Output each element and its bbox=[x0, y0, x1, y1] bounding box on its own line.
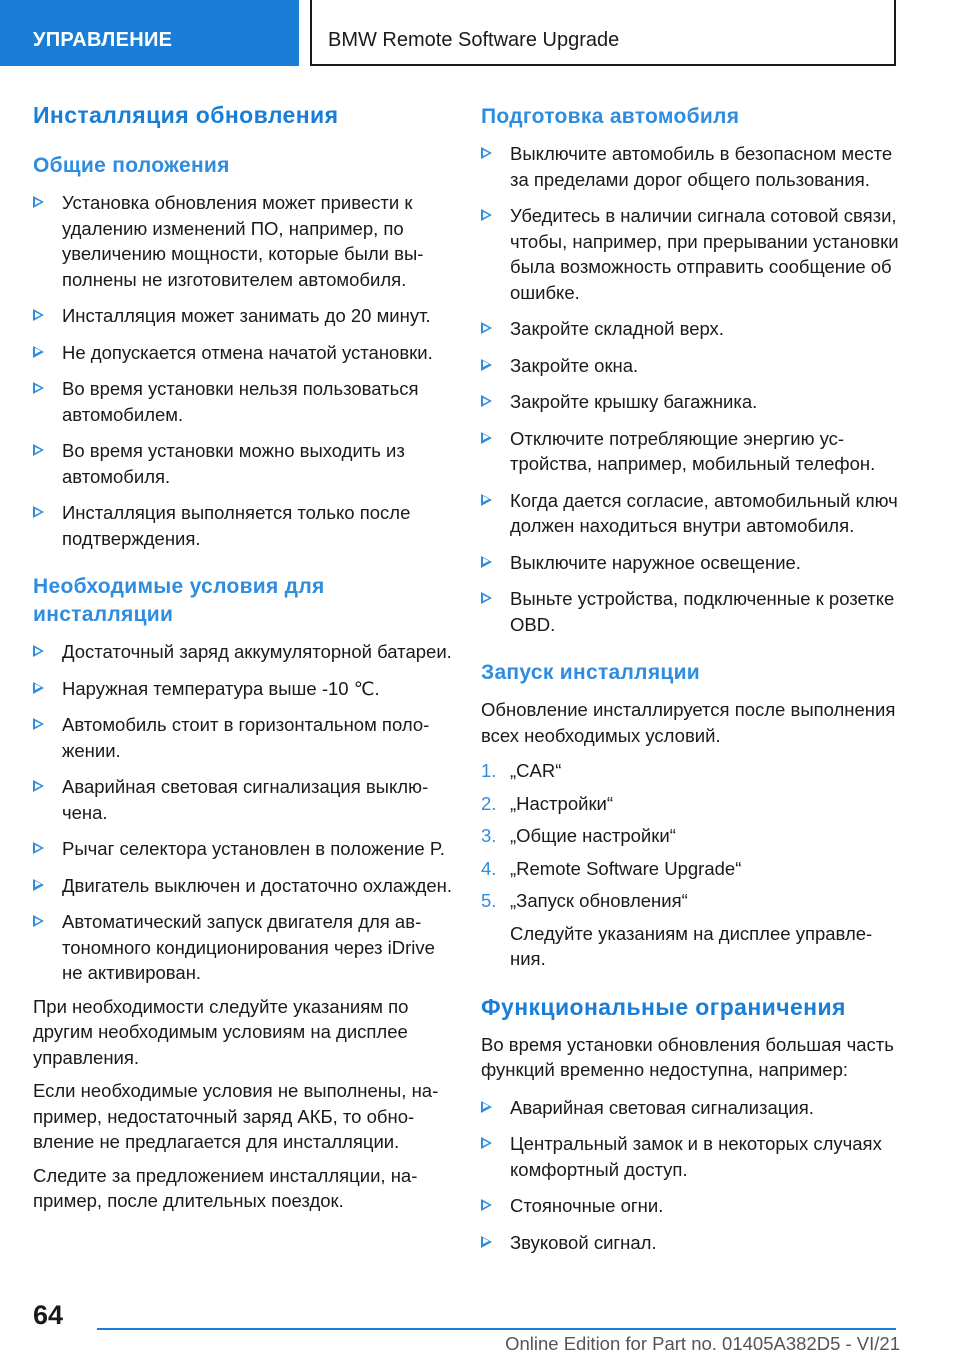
list-item: Двигатель выключен и достаточно охлажден. bbox=[33, 873, 453, 899]
list-item: Инсталляция может занимать до 20 минут. bbox=[33, 303, 453, 329]
triangle-bullet-icon bbox=[481, 1101, 492, 1113]
list-item: Выключите наружное освещение. bbox=[481, 550, 901, 576]
document-title: BMW Remote Software Upgrade bbox=[310, 0, 896, 66]
list-item: Центральный замок и в некоторых случаях комфортный доступ. bbox=[481, 1131, 901, 1182]
list-item: Автоматический запуск двигателя для автономного кондиционирования через iDrive не активирован. bbox=[33, 909, 453, 986]
list-item: Выключите автомобиль в безопасном месте за пределами дорог общего пользования. bbox=[481, 141, 901, 192]
list-item: Звуковой сигнал. bbox=[481, 1230, 901, 1256]
paragraph: Если необходимые условия не выполнены, например, недостаточный заряд АКБ, то обновление не предлагается для инсталляции. bbox=[33, 1080, 439, 1152]
step-item: 1. „CAR“ bbox=[481, 758, 901, 784]
step-item: 3. „Общие настройки“ bbox=[481, 823, 901, 849]
triangle-bullet-icon bbox=[481, 1137, 492, 1149]
step-note: Следуйте указаниям на дисплее управления. bbox=[510, 922, 873, 969]
triangle-bullet-icon bbox=[33, 842, 44, 854]
list-item: Закройте окна. bbox=[481, 353, 901, 379]
step-number: 3. bbox=[481, 825, 497, 846]
steps-list bbox=[481, 758, 901, 914]
triangle-bullet-icon bbox=[33, 346, 44, 358]
list-item: Стояночные огни. bbox=[481, 1193, 901, 1219]
footer-divider bbox=[97, 1328, 896, 1330]
triangle-bullet-icon bbox=[481, 359, 492, 371]
page-header bbox=[0, 0, 960, 66]
triangle-bullet-icon bbox=[33, 718, 44, 730]
list-item: Автомобиль стоит в горизонтальном положении. bbox=[33, 712, 453, 763]
triangle-bullet-icon bbox=[481, 1236, 492, 1248]
triangle-bullet-icon bbox=[481, 1199, 492, 1211]
list-item: Не допускается отмена начатой установки. bbox=[33, 340, 453, 366]
list-item: Рычаг селектора установлен в положение P. bbox=[33, 836, 453, 862]
triangle-bullet-icon bbox=[33, 780, 44, 792]
page-number: 64 bbox=[33, 1300, 64, 1330]
list-item: Убедитесь в наличии сигнала сотовой связи, чтобы, например, при прерывании установки была возможность отправить сообщение об ошибке. bbox=[481, 203, 901, 305]
step-item: 4. „Remote Software Upgrade“ bbox=[481, 856, 901, 882]
section-heading-conditions: Необходимые условия для инсталляции bbox=[33, 575, 325, 626]
paragraph: Следите за предложением инсталляции, например, после длительных поездок. bbox=[33, 1164, 418, 1211]
list-item: Инсталляция выполняется только после подтверждения. bbox=[33, 500, 453, 551]
triangle-bullet-icon bbox=[481, 432, 492, 444]
triangle-bullet-icon bbox=[33, 309, 44, 321]
triangle-bullet-icon bbox=[481, 592, 492, 604]
triangle-bullet-icon bbox=[33, 382, 44, 394]
triangle-bullet-icon bbox=[33, 506, 44, 518]
left-column bbox=[33, 100, 453, 1222]
chapter-tab: УПРАВЛЕНИЕ bbox=[0, 0, 299, 66]
list-item: Аварийная световая сигнализация. bbox=[481, 1095, 901, 1121]
list-item: Выньте устройства, подключенные к розетке OBD. bbox=[481, 586, 901, 637]
page-title: Инсталляция обновления bbox=[33, 102, 339, 128]
triangle-bullet-icon bbox=[481, 209, 492, 221]
edition-footer: Online Edition for Part no. 01405A382D5 - VI/21 bbox=[505, 1333, 900, 1354]
limits-list bbox=[481, 1095, 901, 1256]
triangle-bullet-icon bbox=[33, 682, 44, 694]
step-number: 2. bbox=[481, 792, 497, 814]
list-item: Достаточный заряд аккумуляторной батареи. bbox=[33, 639, 453, 665]
list-item: Отключите потребляющие энергию устройства, например, мобильный телефон. bbox=[481, 426, 901, 477]
triangle-bullet-icon bbox=[33, 879, 44, 891]
prep-list bbox=[481, 141, 901, 637]
triangle-bullet-icon bbox=[33, 915, 44, 927]
triangle-bullet-icon bbox=[481, 322, 492, 334]
list-item: Аварийная световая сигнализация выключена. bbox=[33, 774, 453, 825]
section-heading-limits: Функциональные ограничения bbox=[481, 993, 846, 1020]
list-item: Во время установки можно выходить из автомобиля. bbox=[33, 438, 453, 489]
right-column bbox=[481, 100, 901, 1266]
list-item: Установка обновления может привести к удалению изменений ПО, например, по увеличению мощности, которые были выполнены не изготовителем автомобиля. bbox=[33, 190, 453, 292]
triangle-bullet-icon bbox=[481, 494, 492, 506]
triangle-bullet-icon bbox=[481, 147, 492, 159]
section-heading-prep: Подготовка автомобиля bbox=[481, 105, 740, 128]
conditions-list bbox=[33, 639, 453, 986]
section-heading-start: Запуск инсталляции bbox=[481, 661, 700, 684]
paragraph: Обновление инсталлируется после выполнения всех необходимых условий. bbox=[481, 699, 896, 746]
list-item: Во время установки нельзя пользоваться автомобилем. bbox=[33, 376, 453, 427]
paragraph: Во время установки обновления большая часть функций временно недоступна, например: bbox=[481, 1033, 894, 1080]
list-item: Наружная температура выше -10 ℃. bbox=[33, 676, 453, 702]
triangle-bullet-icon bbox=[33, 196, 44, 208]
list-item: Когда дается согласие, автомобильный ключ должен находиться внутри автомобиля. bbox=[481, 488, 901, 539]
triangle-bullet-icon bbox=[33, 645, 44, 657]
list-item: Закройте складной верх. bbox=[481, 316, 901, 342]
step-item: 5. „Запуск обновления“ bbox=[481, 888, 901, 914]
section-heading-general: Общие положения bbox=[33, 154, 230, 177]
step-number: 5. bbox=[481, 890, 497, 911]
step-item: 2. „Настройки“ bbox=[481, 791, 901, 817]
step-number: 1. bbox=[481, 760, 497, 781]
triangle-bullet-icon bbox=[481, 395, 492, 407]
list-item: Закройте крышку багажника. bbox=[481, 389, 901, 415]
general-list bbox=[33, 190, 453, 551]
paragraph: При необходимости следуйте указаниям по другим необходимым условиям на дисплее управления. bbox=[33, 995, 409, 1068]
triangle-bullet-icon bbox=[33, 444, 44, 456]
step-number: 4. bbox=[481, 857, 497, 879]
triangle-bullet-icon bbox=[481, 556, 492, 568]
